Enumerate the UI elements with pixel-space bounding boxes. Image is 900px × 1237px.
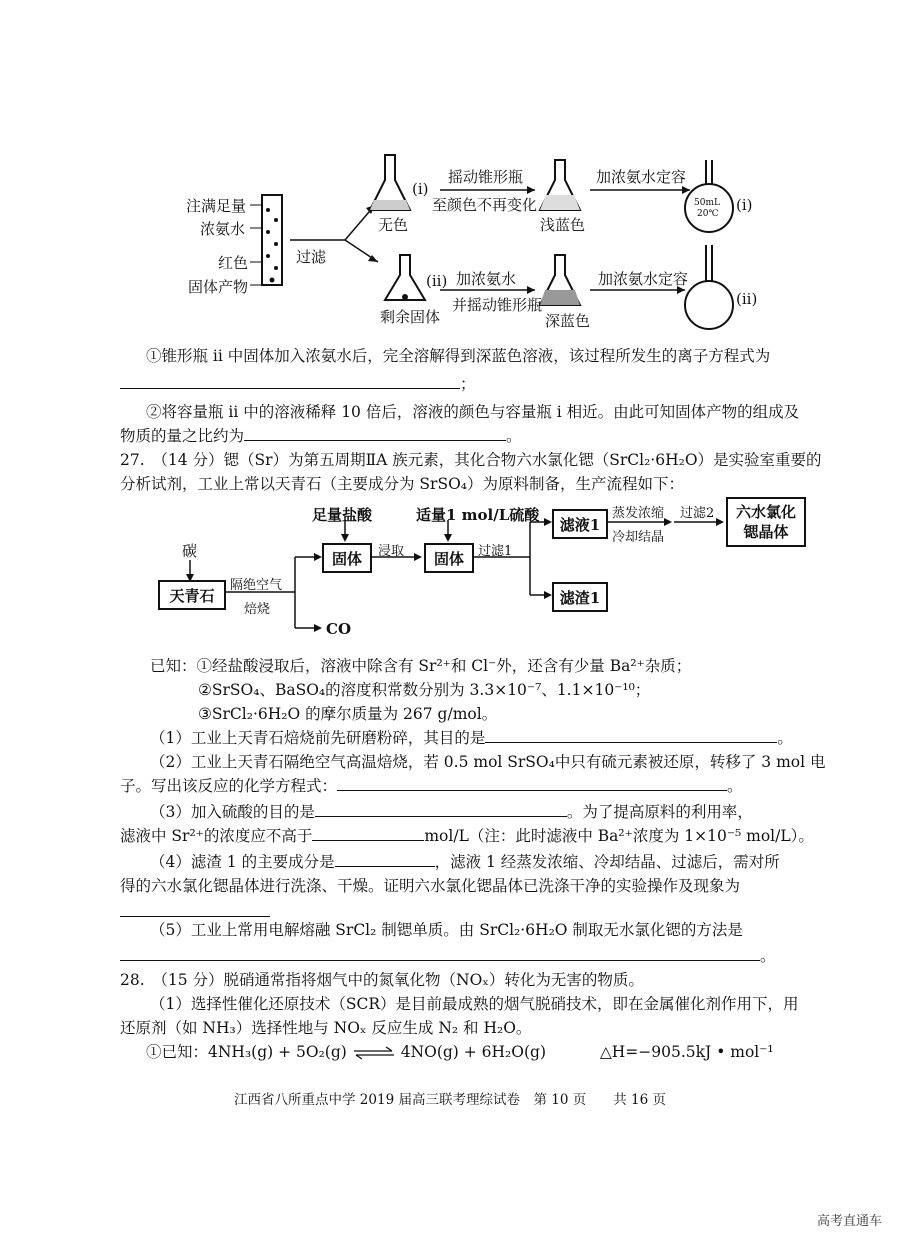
q26-part2: ②将容量瓶 ii 中的溶液稀释 10 倍后，溶液的颜色与容量瓶 i 相近。由此可知固体产物的组成及	[146, 403, 800, 421]
q27-q3b-text: 滤液中 Sr²⁺的浓度应不高于	[120, 827, 313, 845]
flow-co: CO	[326, 620, 352, 638]
flow-box-solid2: 固体	[424, 543, 474, 573]
label-red-solid-2: 固体产物	[188, 278, 249, 296]
label-vol-text-a: 50mL	[694, 198, 720, 208]
label-vol-text-b: 20℃	[697, 209, 719, 219]
q27-q3a-end: 。为了提高原料的利用率，	[566, 803, 753, 821]
q27-q3a	[150, 802, 753, 822]
q27-known2: ②SrSO₄、BaSO₄的溶度积常数分别为 3.3×10⁻⁷、1.1×10⁻¹⁰；	[198, 681, 651, 699]
q26-part3-end: 。	[506, 427, 522, 445]
page-footer: 江西省八所重点中学 2019 届高三联考理综试卷 第 10 页 共 16 页	[234, 1092, 666, 1108]
q27-known3: ③SrCl₂·6H₂O 的摩尔质量为 267 g/mol。	[198, 705, 498, 723]
q27-q4b: 得的六水氯化锶晶体进行洗涤、干燥。证明六水氯化锶晶体已洗涤干净的实验操作及现象为	[120, 877, 741, 895]
q27-q3b	[120, 826, 814, 846]
q26-part1: ①锥形瓶 ii 中固体加入浓氨水后，完全溶解得到深蓝色溶液，该过程所发生的离子方程式为	[146, 347, 771, 365]
flow-box-filtrate1: 滤液1	[552, 509, 608, 539]
label-light-blue: 浅蓝色	[540, 216, 586, 234]
label-colorless: 无色	[378, 216, 409, 234]
answer-blank[interactable]	[315, 802, 567, 817]
answer-blank[interactable]	[120, 902, 270, 917]
q28-line1: 28. （15 分）脱硝通常指将烟气中的氮氧化物（NOₓ）转化为无害的物质。	[120, 971, 644, 989]
flow-filter2: 过滤2	[680, 506, 715, 521]
q27-q4a	[150, 852, 780, 872]
flow-box-product: 六水氯化 锶晶体	[726, 497, 806, 547]
label-shake-1: 摇动锥形瓶	[448, 168, 524, 186]
answer-blank[interactable]	[485, 728, 777, 743]
label-filter: 过滤	[296, 248, 327, 266]
q27-q4a-end: ，滤液 1 经蒸发浓缩、冷却结晶、过滤后，需对所	[434, 853, 780, 871]
label-dilute-2: 加浓氨水定容	[598, 270, 689, 288]
answer-blank[interactable]	[312, 826, 424, 841]
label-deep-blue: 深蓝色	[545, 312, 591, 330]
flow-carbon: 碳	[182, 542, 198, 560]
label-flask-ii: (ii)	[426, 272, 448, 290]
label-shake-3: 并摇动锥形瓶	[452, 296, 543, 314]
q26-part1-end: ；	[460, 375, 476, 393]
q27-line1: 27. （14 分）锶（Sr）为第五周期ⅡA 族元素，其化合物六水氯化锶（SrCl₂·6H₂O）是实验室重要的	[120, 451, 822, 469]
q27-q2b-end: 。	[727, 777, 743, 795]
answer-blank[interactable]	[335, 852, 435, 867]
q27-q2b-text: 子。写出该反应的化学方程式：	[120, 777, 338, 795]
label-vol-ii: (ii)	[736, 290, 758, 308]
answer-blank[interactable]	[337, 776, 727, 791]
q27-q1-end: 。	[777, 729, 793, 747]
label-add-ammonia: 加浓氨水	[456, 270, 517, 288]
label-red-solid-1: 红色	[218, 254, 249, 272]
q28-eq-left: ①已知：4NH₃(g) + 5O₂(g)	[146, 1043, 347, 1061]
flow-hcl: 足量盐酸	[312, 506, 373, 524]
flow-evap-2: 冷却结晶	[612, 530, 665, 545]
q27-q5-end: 。	[760, 947, 776, 965]
flow-box-solid1: 固体	[322, 543, 372, 573]
label-vol-i: (i)	[736, 196, 753, 214]
q28-line3: 还原剂（如 NH₃）选择性地与 NOₓ 反应生成 N₂ 和 H₂O。	[120, 1019, 532, 1037]
flow-evap-1: 蒸发浓缩	[612, 506, 665, 521]
label-shake-2: 至颜色不再变化	[432, 196, 538, 214]
flow-roast-2: 焙烧	[244, 602, 271, 617]
q28-eq-dh: △H=−905.5kJ • mol⁻¹	[599, 1043, 774, 1061]
q27-q1-text: （1）工业上天青石焙烧前先研磨粉碎，其目的是	[150, 729, 486, 747]
flow-filter1: 过滤1	[478, 544, 513, 559]
q27-q5: （5）工业上常用电解熔融 SrCl₂ 制锶单质。由 SrCl₂·6H₂O 制取无水氯化锶的方法是	[150, 921, 743, 939]
q27-q3a-text: （3）加入硫酸的目的是	[150, 803, 315, 821]
q27-q2a: （2）工业上天青石隔绝空气高温焙烧，若 0.5 mol SrSO₄中只有硫元素被还原，转移了 3 mol 电	[150, 753, 826, 771]
q28-line2: （1）选择性催化还原技术（SCR）是目前最成熟的烟气脱硝技术，即在金属催化剂作用下，用	[150, 995, 799, 1013]
flow-leach: 浸取	[378, 544, 405, 559]
q27-q4-answer-line	[120, 902, 270, 922]
q27-q3b-end: mol/L（注：此时滤液中 Ba²⁺浓度为 1×10⁻⁵ mol/L）。	[424, 827, 814, 845]
label-remaining-solid: 剩余固体	[380, 308, 441, 326]
q26-part3-text: 物质的量之比约为	[120, 427, 245, 445]
flow-h2so4: 适量1 mol/L硫酸	[416, 506, 540, 524]
q27-q4a-text: （4）滤渣 1 的主要成分是	[150, 853, 335, 871]
equilibrium-arrow-icon	[352, 1046, 396, 1060]
q27-q2b	[120, 776, 743, 796]
label-flask-i: (i)	[412, 180, 429, 198]
flow-box-celestite: 天青石	[158, 580, 226, 610]
q27-line2: 分析试剂，工业上常以天青石（主要成分为 SrSO₄）为原料制备，生产流程如下：	[120, 475, 684, 493]
answer-blank[interactable]	[120, 946, 760, 961]
q28-equation	[146, 1042, 774, 1062]
q27-q1	[150, 728, 793, 748]
label-fill-ammonia-2: 浓氨水	[200, 220, 246, 238]
label-dilute-1: 加浓氨水定容	[596, 168, 687, 186]
watermark-corner: 高考直通车	[816, 1214, 882, 1229]
label-fill-ammonia-1: 注满足量	[186, 197, 247, 215]
q27-q5-answer-line	[120, 946, 776, 966]
flow-roast-1: 隔绝空气	[230, 578, 283, 593]
q28-eq-right: 4NO(g) + 6H₂O(g)	[400, 1043, 546, 1061]
q27-known1: 已知：①经盐酸浸取后，溶液中除含有 Sr²⁺和 Cl⁻外，还含有少量 Ba²⁺杂质；	[150, 657, 692, 675]
flow-box-residue1: 滤渣1	[552, 582, 608, 612]
